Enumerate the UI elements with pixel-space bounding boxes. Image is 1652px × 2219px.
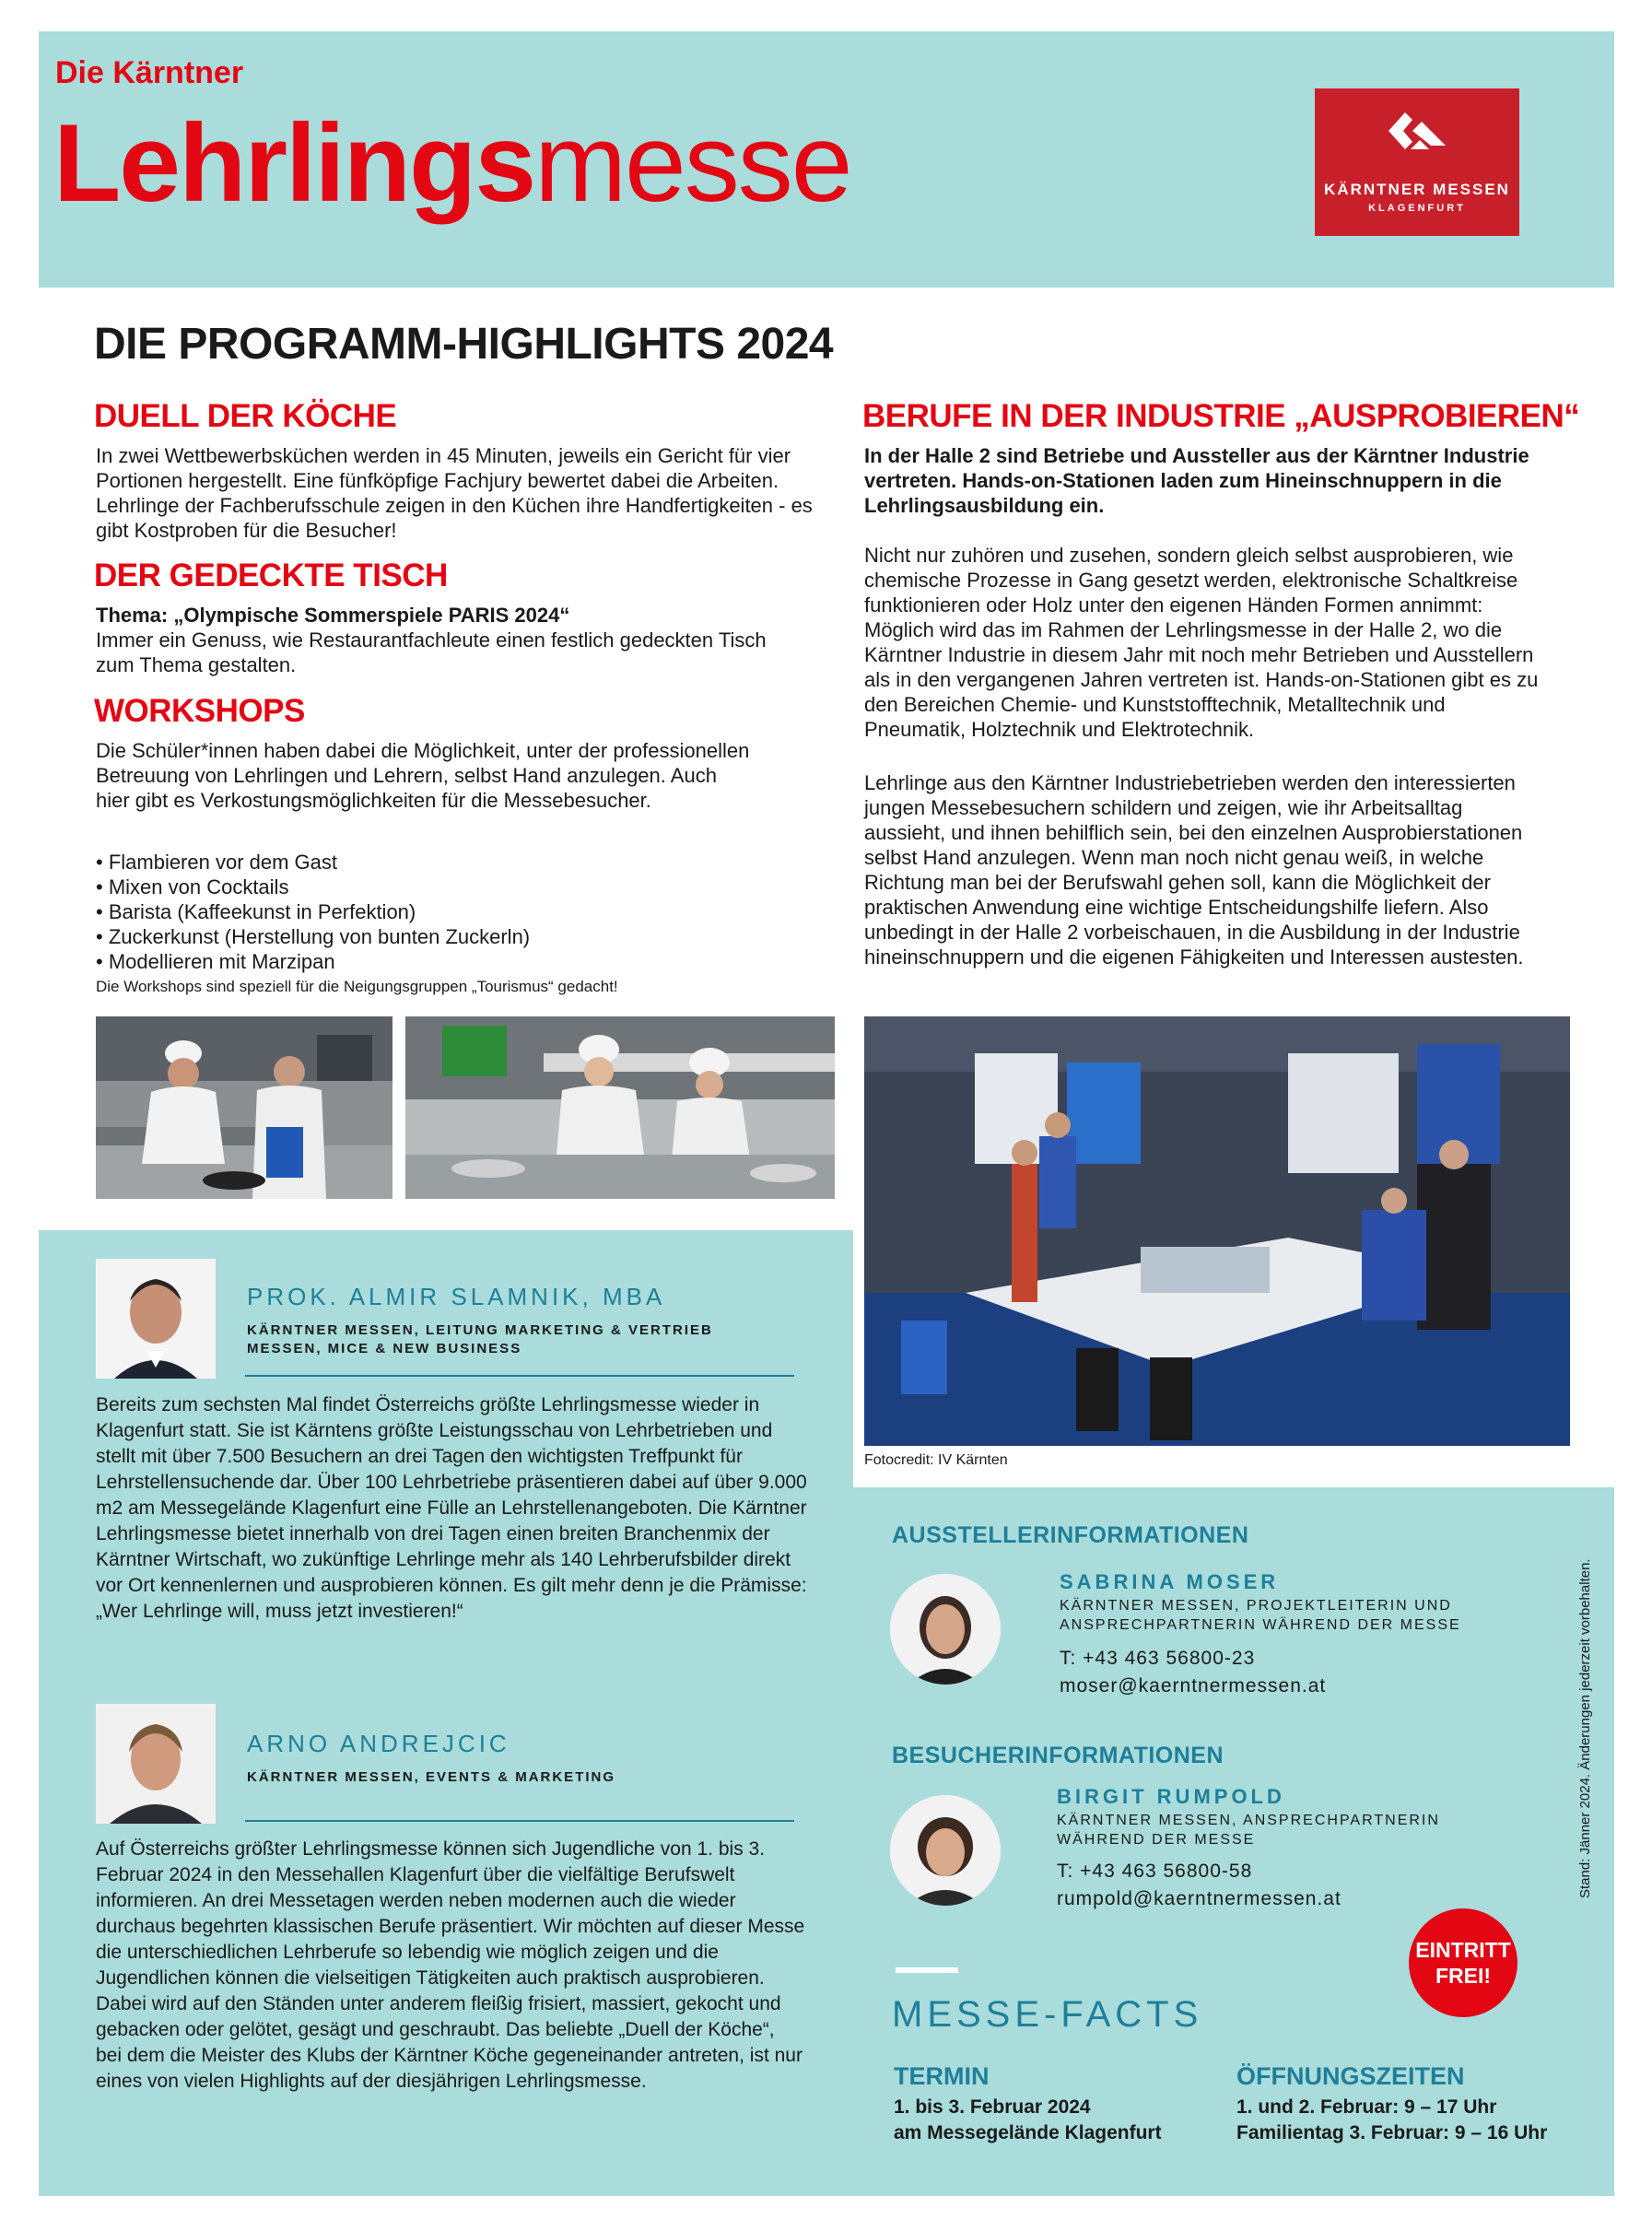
- photo-credit: Fotocredit: IV Kärnten: [864, 1452, 1008, 1468]
- besucher-name: BIRGIT RUMPOLD: [1057, 1785, 1285, 1808]
- brand-pretitle: Die Kärntner: [55, 55, 244, 90]
- tisch-text: Immer ein Genuss, wie Restaurantfachleute einen festlich gedeckten Tisch zum Thema gestalten.: [96, 628, 767, 676]
- besucher-email[interactable]: rumpold@kaerntnermessen.at: [1057, 1888, 1342, 1909]
- industrie-lead: In der Halle 2 sind Betriebe und Aussteller aus der Kärntner Industrie vertreten. Hands-on-Stationen laden zum Hineinschnuppern in die Lehrlingsausbildung ein.: [864, 444, 1529, 517]
- termin-line-1: 1. bis 3. Februar 2024: [894, 2096, 1091, 2118]
- person1-name: PROK. ALMIR SLAMNIK, MBA: [247, 1283, 666, 1310]
- besucher-heading: BESUCHERINFORMATIONEN: [892, 1743, 1224, 1768]
- tisch-theme: Thema: „Olympische Sommerspiele PARIS 2024“: [96, 604, 570, 627]
- brand-title: [53, 94, 851, 232]
- zeiten-line-2: Familientag 3. Februar: 9 – 16 Uhr: [1236, 2122, 1548, 2143]
- page-title: DIE PROGRAMM-HIGHLIGHTS 2024: [94, 320, 834, 369]
- list-item: • Flambieren vor dem Gast: [96, 851, 338, 874]
- kitchen-photo-2: [405, 1016, 835, 1199]
- person2-role: KÄRNTNER MESSEN, EVENTS & MARKETING: [247, 1769, 616, 1785]
- kaerntner-messen-logo: [1315, 88, 1519, 236]
- workshops-note: Die Workshops sind speziell für die Neigungsgruppen „Tourismus“ gedacht!: [96, 978, 618, 995]
- list-item: • Zuckerkunst (Herstellung von bunten Zuckerln): [96, 925, 531, 948]
- facts-title: MESSE-FACTS: [892, 1994, 1203, 2035]
- duell-text: In zwei Wettbewerbsküchen werden in 45 Minuten, jeweils ein Gericht für vier Portionen hergestellt. Eine fünfköpfige Fachjury bewertet dabei die Arbeiten. Lehrlinge der Fachberufsschule zeigen in den Küchen ihre Handfertigkeiten - es gibt Kostproben für die Besucher!: [96, 444, 813, 542]
- aussteller-name: SABRINA MOSER: [1060, 1570, 1280, 1593]
- avatar: [890, 1795, 1001, 1906]
- workshops-text: Die Schüler*innen haben dabei die Möglichkeit, unter der professionellen Betreuung von Lehrlingen und Lehrern, selbst Hand anzulegen. Auch hier gibt es Verkostungsmöglichkeiten für die Messebesucher.: [96, 739, 750, 812]
- brand-title-bold: Lehrlings: [53, 101, 535, 225]
- industrie-photo: [864, 1016, 1570, 1446]
- logo-mark-icon: [1385, 109, 1449, 164]
- list-item: • Barista (Kaffeekunst in Perfektion): [96, 900, 416, 923]
- divider: [245, 1820, 794, 1822]
- avatar: [96, 1704, 216, 1824]
- industrie-para1: Nicht nur zuhören und zusehen, sondern gleich selbst ausprobieren, wie chemische Prozesse in Gang gesetzt werden, elektronische Schaltkreise funktionieren oder Holz unter den eigenen Händen Formen annimmt: Möglich wird das im Rahmen der Lehrlingsmesse in der Halle 2, wo die Kärntner Industrie in diesem Jahr mit noch mehr Betrieben und Ausstellern als in den vergangenen Jahren vertreten ist. Hands-on-Stationen gibt es zu den Bereichen Chemie- und Kunststofftechnik, Metalltechnik und Pneumatik, Holztechnik und Elektrotechnik.: [864, 544, 1539, 741]
- aussteller-phone: T: +43 463 56800-23: [1060, 1648, 1256, 1669]
- disclaimer-note: [1577, 1511, 1605, 1898]
- logo-name: KÄRNTNER MESSEN: [1324, 181, 1510, 198]
- zeiten-line-1: 1. und 2. Februar: 9 – 17 Uhr: [1236, 2096, 1497, 2118]
- aussteller-role: KÄRNTNER MESSEN, PROJEKTLEITERIN UND ANSPRECHPARTNERIN WÄHREND DER MESSE: [1060, 1598, 1461, 1633]
- aussteller-email[interactable]: moser@kaerntnermessen.at: [1060, 1675, 1327, 1697]
- free-entry-badge: [1409, 1908, 1517, 2017]
- person1-statement: Bereits zum sechsten Mal findet Österreichs größte Lehrlingsmesse wieder in Klagenfurt statt. Sie ist Kärntens größte Leistungsschau von Lehrbetrieben und stellt mit über 7.500 Besuchern an drei Tagen den wichtigsten Treffpunkt für Lehrstellensuchende dar. Über 100 Lehrbetriebe präsentieren dabei auf über 9.000 m2 am Messegelände Klagenfurt eine Fülle an Lehrstellenangeboten. Die Kärntner Lehrlingsmesse bietet innerhalb von drei Tagen einen breiten Branchenmix der Kärntner Wirtschaft, wo zukünftige Lehrlinge mehr als 140 Lehrberufsbilder direkt vor Ort kennenlernen und ausprobieren können. Es gilt mehr denn je die Prämisse: „Wer Lehrlinge will, muss jetzt investieren!“: [96, 1394, 807, 1622]
- termin-line-2: am Messegelände Klagenfurt: [894, 2122, 1162, 2143]
- badge-line-1: EINTRITT: [1415, 1938, 1511, 1962]
- besucher-phone: T: +43 463 56800-58: [1057, 1861, 1253, 1882]
- duell-title: DUELL DER KÖCHE: [94, 398, 397, 434]
- zeiten-heading: ÖFFNUNGSZEITEN: [1236, 2062, 1465, 2090]
- facts-divider: [896, 1967, 958, 1973]
- brand-title-light: messe: [534, 101, 851, 225]
- workshops-title: WORKSHOPS: [94, 693, 305, 729]
- divider: [245, 1375, 794, 1377]
- list-item: • Mixen von Cocktails: [96, 875, 289, 898]
- kitchen-photo-1: [96, 1016, 392, 1199]
- besucher-role: KÄRNTNER MESSEN, ANSPRECHPARTNERIN WÄHREND DER MESSE: [1057, 1813, 1440, 1848]
- avatar: [890, 1574, 1001, 1685]
- avatar: [96, 1259, 216, 1379]
- person2-name: ARNO ANDREJCIC: [247, 1730, 510, 1757]
- industrie-title: BERUFE IN DER INDUSTRIE „AUSPROBIEREN“: [862, 398, 1580, 434]
- workshops-list: [96, 850, 833, 974]
- industrie-para2: Lehrlinge aus den Kärntner Industriebetrieben werden den interessierten jungen Messebesuchern schildern und zeigen, wie ihr Arbeitsalltag aussieht, und ihnen behilflich sein, bei den einzelnen Ausprobierstationen selbst Hand anzulegen. Wenn man noch nicht genau weiß, in welche Richtung man bei der Berufswahl gehen soll, kann die Möglichkeit der praktischen Anwendung eine wichtige Entscheidungshilfe liefern. Also unbedingt in der Halle 2 vorbeischauen, in die Ausbildung in der Industrie hineinschnuppern und die eigenen Fähigkeiten und Interessen austesten.: [864, 771, 1524, 969]
- person1-role: KÄRNTNER MESSEN, LEITUNG MARKETING & VERTRIEB MESSEN, MICE & NEW BUSINESS: [247, 1322, 713, 1356]
- termin-heading: TERMIN: [894, 2062, 990, 2090]
- person2-statement: Auf Österreichs größter Lehrlingsmesse können sich Jugendliche von 1. bis 3. Februar 2024 in den Messehallen Klagenfurt über die vielfältige Berufswelt informieren. An drei Messetagen werden neben modernen auch die wieder durchaus begehrten klassischen Berufe präsentiert. Wir möchten auf dieser Messe die unterschiedlichen Lehrberufe so lebendig wie möglich zeigen und die Jugendlichen können die vielseitigen Tätigkeiten auch praktisch ausprobieren. Dabei wird auf den Ständen unter anderem fleißig frisiert, massiert, gekocht und gebacken oder gelötet, gesägt und geschraubt. Das beliebte „Duell der Köche“, bei dem die Meister des Klubs der Kärntner Köche gegeneinander antreten, ist nur eines von vielen Highlights auf der diesjährigen Lehrlingsmesse.: [96, 1838, 805, 2092]
- aussteller-heading: AUSSTELLERINFORMATIONEN: [892, 1522, 1249, 1548]
- logo-city: KLAGENFURT: [1368, 203, 1466, 214]
- tisch-title: DER GEDECKTE TISCH: [94, 558, 448, 593]
- badge-line-2: FREI!: [1435, 1964, 1492, 1988]
- disclaimer-text: Stand: Jänner 2024. Änderungen jederzeit vorbehalten.: [1577, 1558, 1593, 1898]
- list-item: • Modellieren mit Marzipan: [96, 950, 335, 973]
